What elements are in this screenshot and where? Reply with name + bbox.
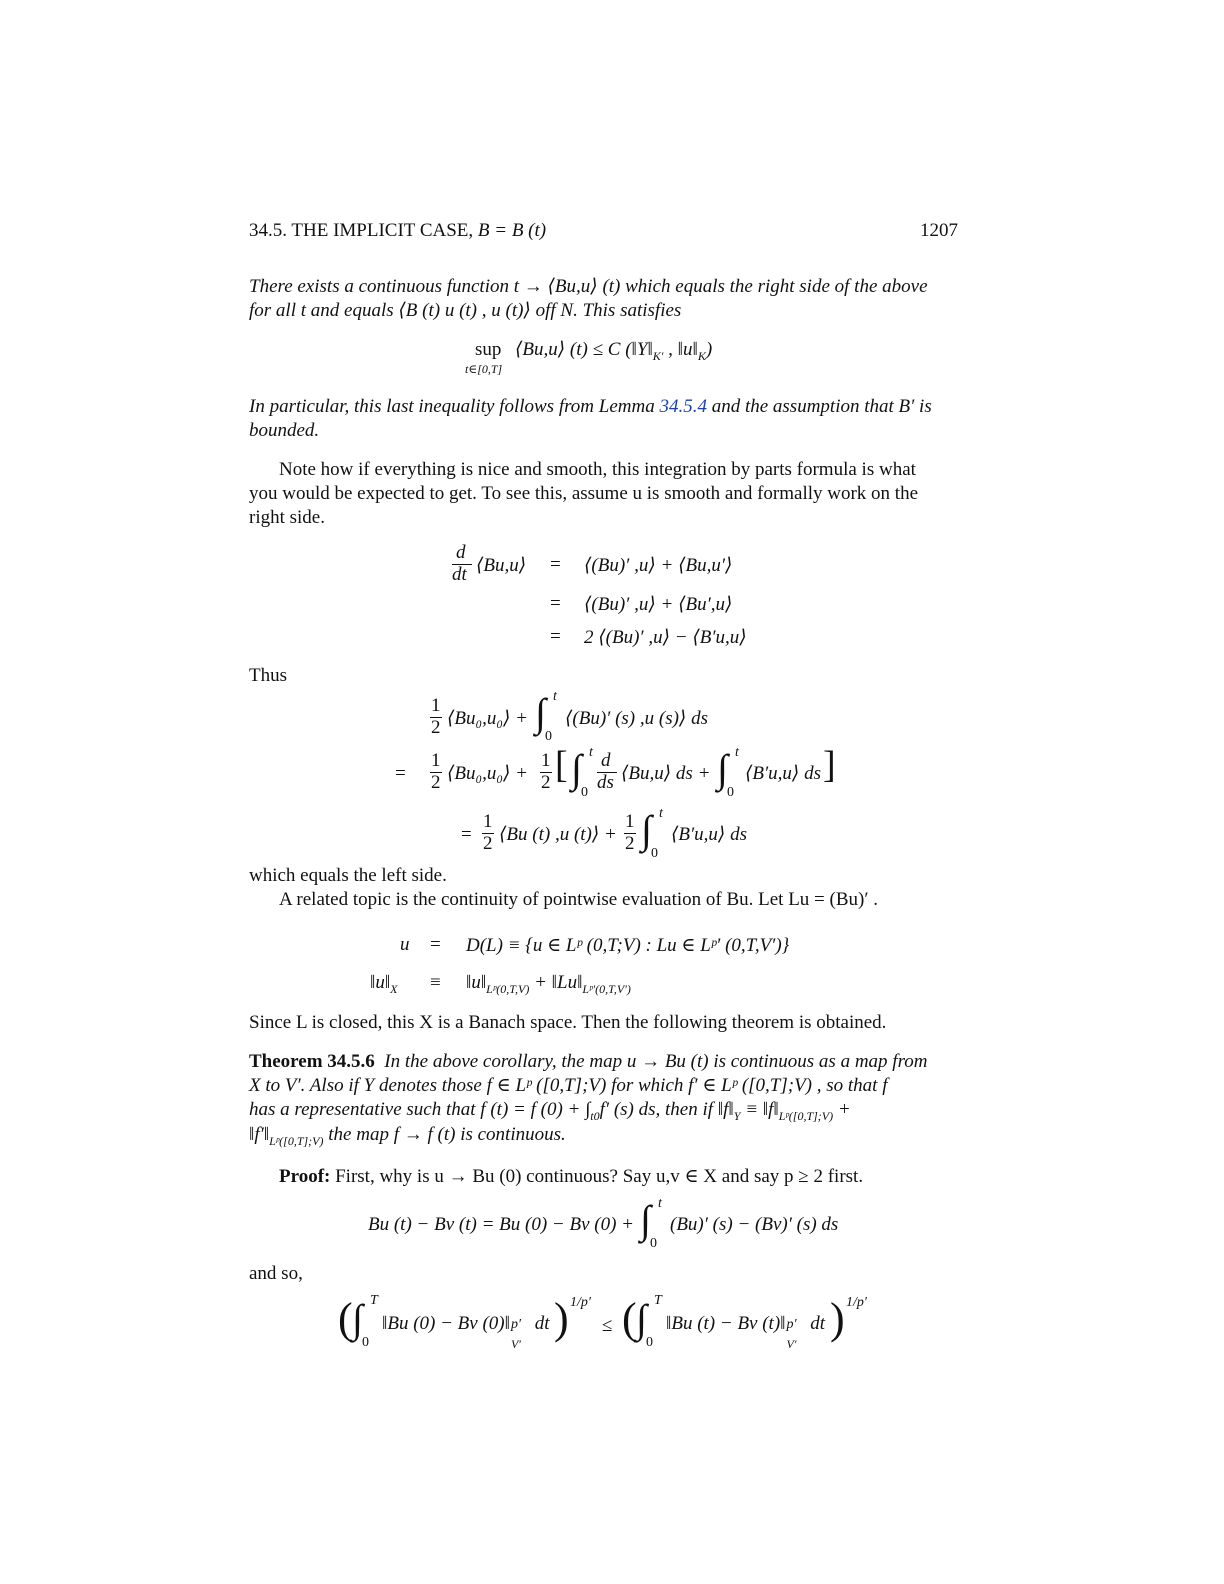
integration-chain [395,689,845,865]
theorem-4-sub: Lᵖ([0,T];V) [269,1133,324,1148]
norm-a: ‖u‖ [466,972,487,993]
half-den-3: 2 [541,772,551,793]
theorem-line-1 [249,1050,927,1074]
integral-sign: ∫ [717,746,728,791]
norm-b-sub: Lᵖ′(0,T,V′) [582,981,631,996]
rhs-dt: dt [810,1313,826,1334]
left-paren: ( [622,1294,637,1343]
after-line-2: A related topic is the continuity of pointwise evaluation of Bu. Let Lu = (Bu)′ . [279,889,879,910]
rhs-exponent: 1/p′ [846,1295,867,1310]
deriv-d: d [456,542,466,563]
deriv-lhs: ⟨Bu,u⟩ [476,555,527,576]
rhs-integrand [666,1313,826,1351]
leq-sign: ≤ [602,1315,613,1336]
rhs-power: p′ [786,1317,797,1332]
norm-lhs: ‖u‖ [370,972,391,993]
half-den-1: 2 [431,717,441,738]
row2-pair: ⟨Bu₀,u₀⟩ + [447,763,528,784]
upper-limit: t [589,745,593,760]
after-line-1: which equals the left side. [249,865,447,886]
lower-limit: 0 [727,785,734,800]
half-den-2: 2 [431,772,441,793]
corollary-line-1: There exists a continuous function t → ⟨Bu,u⟩ (t) which equals the right side of the above [249,276,928,297]
integral-sign: ∫ [641,807,652,852]
running-header [249,219,546,243]
right-paren: ) [830,1294,845,1343]
and-so: and so, [249,1263,303,1284]
sup-operator: sup [475,339,502,360]
upper-limit: T [370,1293,378,1308]
upper-limit: T [654,1293,662,1308]
row2-b: ⟨B′u,u⟩ ds [745,763,821,784]
half-num-2: 1 [431,750,441,771]
lower-limit: 0 [651,846,658,861]
deriv-eq-3: = [550,626,561,647]
thus-label: Thus [249,665,287,686]
lhs-integrand [382,1313,550,1351]
proof-label: Proof: [279,1166,331,1187]
left-paren: ( [338,1294,353,1343]
norm-plus: + ‖Lu‖ [529,972,583,993]
proof-line-1 [279,1165,863,1189]
since-line: Since L is closed, this X is a Banach space. Then the following theorem is obtained. [249,1012,887,1033]
proof-eq-lhs: Bu (t) − Bv (t) = Bu (0) − Bv (0) + [368,1214,634,1235]
lower-limit: 0 [650,1236,657,1251]
lower-limit: 0 [545,729,552,744]
corollary-line-3b: and the assumption that B′ is [706,396,932,417]
deriv-dt: dt [452,564,467,585]
theorem-3d: + [833,1099,851,1120]
rhs-norm: ‖Bu (t) − Bv (t)‖ [666,1313,786,1334]
def-domain: D(L) ≡ {u ∈ Lᵖ (0,T;V) : Lu ∈ Lᵖ′ (0,T,V′)} [466,935,790,956]
sup-k1: K′ [652,348,664,363]
upper-limit: t [735,745,739,760]
theorem-line-4 [249,1123,566,1153]
lemma-link[interactable]: 34.5.4 [659,396,707,417]
half-num-5: 1 [625,811,635,832]
theorem-label: Theorem 34.5.6 [249,1051,375,1072]
row2-a: ⟨Bu,u⟩ ds + [621,763,711,784]
sup-k2: K [697,348,706,363]
lhs-power: p′ [510,1317,522,1332]
lower-limit: 0 [362,1335,369,1350]
upper-limit: t [659,806,663,821]
row2-eq: = [395,763,406,784]
proof-text-1: First, why is u → Bu (0) continuous? Say u,v ∈ X and say p ≥ 2 first. [330,1166,864,1187]
theorem-4a: ‖f′‖ [249,1124,270,1145]
theorem-3-sub1: Y [733,1108,741,1123]
lhs-space: V′ [510,1337,521,1351]
lhs-exponent: 1/p′ [570,1295,591,1310]
deriv-rhs-1: ⟨(Bu)′ ,u⟩ + ⟨Bu,u′⟩ [584,555,733,576]
note-line-1: Note how if everything is nice and smooth, this integration by parts formula is what [279,459,916,480]
def-eq: = [430,934,441,955]
sup-rhs-end: ) [705,339,713,360]
header-section-math: B = B (t) [477,220,547,241]
def-equiv: ≡ [430,972,441,993]
norm-lhs-sub: X [390,981,398,996]
integral-sign: ∫ [640,1197,651,1242]
half-num-1: 1 [431,695,441,716]
corollary-line-4: bounded. [249,420,320,441]
upper-limit: t [553,689,557,704]
row1-rest: ⟨(Bu)′ (s) ,u (s)⟩ ds [565,708,708,729]
deriv-eq-1: = [550,554,561,575]
integral-sign: ∫ [636,1296,647,1341]
left-bracket: [ [555,744,568,786]
deriv-rhs-3: 2 ⟨(Bu)′ ,u⟩ − ⟨B′u,u⟩ [584,627,747,648]
half-num-3: 1 [541,750,551,771]
right-paren: ) [554,1294,569,1343]
half-num-4: 1 [483,811,493,832]
ds-den: ds [597,772,614,793]
deriv-rhs-2: ⟨(Bu)′ ,u⟩ + ⟨Bu′,u⟩ [584,594,733,615]
integral-sign: ∫ [535,690,546,735]
theorem-3a: has a representative such that f (t) = f (0) + ∫ [249,1099,591,1120]
integral-sign: ∫ [571,746,582,791]
lower-limit: 0 [646,1335,653,1350]
corollary-line-3a: In particular, this last inequality follows from Lemma [249,396,660,417]
row3-b: ⟨B′u,u⟩ ds [671,824,747,845]
deriv-eq-2: = [550,593,561,614]
header-section: 34.5. THE IMPLICIT CASE, [249,220,478,241]
def-norm-lhs [370,972,398,997]
integral-sign: ∫ [352,1296,363,1341]
sup-rhs-mid: , ‖u‖ [663,339,698,360]
lhs-dt: dt [534,1313,550,1334]
theorem-3b: f′ (s) ds, then if ‖f‖ [599,1099,734,1120]
half-den-5: 2 [625,833,635,854]
lhs-norm: ‖Bu (0) − Bv (0)‖ [382,1313,510,1334]
row3-eq: = [461,824,472,845]
corollary-line-3 [249,395,932,419]
rhs-space: V′ [786,1337,797,1351]
sup-subscript: t∈[0,T] [465,362,503,376]
proof-eq-rhs: (Bu)′ (s) − (Bv)′ (s) ds [670,1214,839,1235]
lower-limit: 0 [581,785,588,800]
upper-limit: t [658,1196,662,1211]
page-number: 1207 [920,220,958,241]
theorem-text-1: In the above corollary, the map u → Bu (t) is continuous as a map from [384,1051,928,1072]
sup-rhs-a: ⟨Bu,u⟩ (t) ≤ C (‖Y‖ [515,339,653,360]
norm-a-sub: Lᵖ(0,T,V) [486,981,530,996]
half-den-4: 2 [483,833,493,854]
corollary-line-2: for all t and equals ⟨B (t) u (t) , u (t)⟩ off N. This satisfies [249,300,682,321]
theorem-4b: the map f → f (t) is continuous. [323,1124,566,1145]
theorem-line-2: X to V′. Also if Y denotes those f ∈ Lᵖ ([0,T];V) for which f′ ∈ Lᵖ ([0,T];V) , so that f [249,1075,888,1096]
theorem-3-lim: t0 [590,1108,600,1123]
right-bracket: ] [823,744,836,786]
note-line-2: you would be expected to get. To see this, assume u is smooth and formally work on the [249,483,919,504]
def-u: u [400,934,410,955]
theorem-3c: ≡ ‖f‖ [740,1099,779,1120]
note-line-3: right side. [249,507,325,528]
row3-a: ⟨Bu (t) ,u (t)⟩ + [499,824,617,845]
def-norm-rhs [466,972,631,997]
sup-rhs [515,338,712,364]
d-num: d [601,750,611,771]
row1-pair: ⟨Bu₀,u₀⟩ + [447,708,528,729]
theorem-3-sub2: Lᵖ([0,T];V) [778,1108,834,1123]
